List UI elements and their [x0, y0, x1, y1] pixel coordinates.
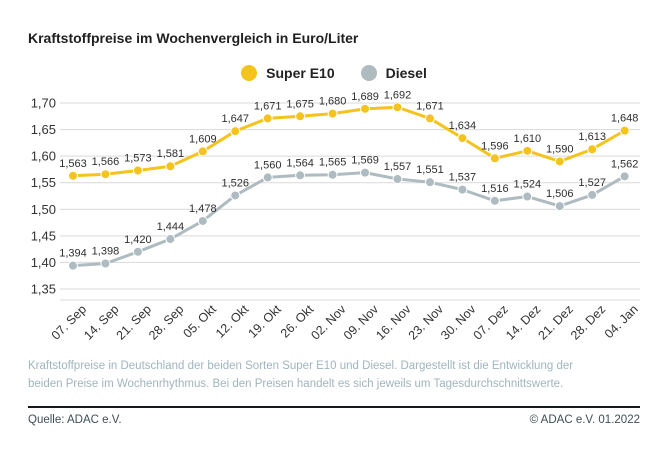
- chart-legend: [0, 65, 668, 81]
- legend-label-diesel: Diesel: [385, 65, 427, 81]
- svg-text:1,394: 1,394: [59, 247, 87, 260]
- legend-item-super-e10: [241, 65, 334, 81]
- source-left: Quelle: ADAC e.V.: [28, 414, 122, 426]
- svg-text:21. Sep: 21. Sep: [113, 302, 155, 343]
- svg-text:21. Dez: 21. Dez: [535, 302, 576, 343]
- svg-text:1,609: 1,609: [189, 133, 217, 146]
- legend-item-diesel: [361, 65, 427, 81]
- svg-text:1,565: 1,565: [318, 156, 347, 169]
- svg-text:1,563: 1,563: [59, 157, 87, 170]
- svg-text:1,566: 1,566: [91, 156, 120, 169]
- svg-text:1,551: 1,551: [416, 164, 444, 177]
- svg-text:02. Nov: 02. Nov: [308, 302, 349, 343]
- svg-text:1,40: 1,40: [30, 254, 56, 270]
- svg-text:05. Okt: 05. Okt: [180, 302, 219, 341]
- svg-text:1,613: 1,613: [578, 131, 606, 144]
- svg-text:28. Dez: 28. Dez: [567, 302, 609, 343]
- svg-text:28. Sep: 28. Sep: [146, 302, 187, 343]
- svg-text:1,50: 1,50: [30, 201, 56, 217]
- svg-text:1,596: 1,596: [481, 140, 509, 153]
- svg-text:1,398: 1,398: [91, 245, 120, 258]
- svg-text:30. Nov: 30. Nov: [438, 302, 479, 343]
- svg-text:07. Dez: 07. Dez: [470, 302, 511, 343]
- svg-text:04. Jan: 04. Jan: [601, 302, 641, 342]
- svg-text:1,70: 1,70: [30, 95, 56, 111]
- legend-marker-diesel-icon: [361, 65, 377, 81]
- svg-text:1,65: 1,65: [30, 122, 56, 138]
- svg-text:1,671: 1,671: [253, 100, 282, 113]
- svg-text:1,671: 1,671: [416, 100, 444, 113]
- svg-text:1,573: 1,573: [124, 152, 152, 165]
- svg-text:14. Dez: 14. Dez: [503, 302, 544, 343]
- legend-marker-super-e10-icon: [241, 65, 257, 81]
- svg-text:09. Nov: 09. Nov: [340, 302, 382, 343]
- svg-text:1,675: 1,675: [286, 98, 314, 111]
- svg-text:1,564: 1,564: [286, 157, 314, 170]
- svg-text:1,689: 1,689: [351, 90, 379, 103]
- svg-text:1,478: 1,478: [189, 202, 217, 215]
- price-line-chart: [0, 90, 668, 355]
- svg-text:1,526: 1,526: [221, 177, 250, 190]
- chart-title: Kraftstoffpreise im Wochenvergleich in Euro/Liter: [28, 30, 359, 46]
- divider: [28, 406, 640, 408]
- svg-text:1,506: 1,506: [545, 188, 574, 201]
- svg-text:19. Okt: 19. Okt: [245, 302, 284, 341]
- svg-text:1,516: 1,516: [481, 182, 509, 195]
- svg-text:1,557: 1,557: [383, 160, 412, 173]
- svg-text:1,610: 1,610: [513, 132, 542, 145]
- svg-text:1,647: 1,647: [221, 113, 250, 126]
- svg-text:1,35: 1,35: [30, 281, 56, 297]
- legend-label-super-e10: Super E10: [266, 65, 335, 81]
- svg-text:14. Sep: 14. Sep: [81, 302, 122, 343]
- svg-text:1,55: 1,55: [30, 175, 56, 191]
- chart-description: Kraftstoffpreise in Deutschland der beiden Sorten Super E10 und Diesel. Dargestellt ist die Entwicklung der beiden Preise im Wochenrhythmus. Bei den Preisen handelt es sich jeweils um Tagesdurchschnittswerte.: [28, 360, 574, 390]
- svg-text:26. Okt: 26. Okt: [277, 302, 317, 341]
- svg-text:07. Sep: 07. Sep: [48, 302, 90, 343]
- svg-text:1,537: 1,537: [448, 171, 477, 184]
- svg-text:1,569: 1,569: [351, 154, 379, 167]
- svg-text:1,524: 1,524: [513, 178, 542, 191]
- svg-text:12. Okt: 12. Okt: [212, 302, 252, 341]
- svg-text:23. Nov: 23. Nov: [405, 302, 447, 343]
- svg-text:1,45: 1,45: [30, 228, 56, 244]
- svg-text:1,60: 1,60: [30, 148, 56, 164]
- svg-text:1,648: 1,648: [610, 112, 639, 125]
- svg-text:1,527: 1,527: [578, 176, 606, 189]
- svg-text:1,590: 1,590: [545, 143, 574, 156]
- svg-text:1,680: 1,680: [318, 95, 347, 108]
- footer: [28, 414, 640, 426]
- svg-text:1,444: 1,444: [156, 221, 185, 234]
- svg-text:1,692: 1,692: [383, 90, 412, 102]
- svg-text:1,581: 1,581: [156, 148, 185, 161]
- svg-text:1,562: 1,562: [610, 158, 639, 171]
- svg-text:16. Nov: 16. Nov: [373, 302, 414, 343]
- source-right: © ADAC e.V. 01.2022: [529, 414, 640, 426]
- svg-text:1,634: 1,634: [448, 120, 477, 133]
- svg-text:1,560: 1,560: [253, 159, 282, 172]
- svg-text:1,420: 1,420: [124, 233, 152, 246]
